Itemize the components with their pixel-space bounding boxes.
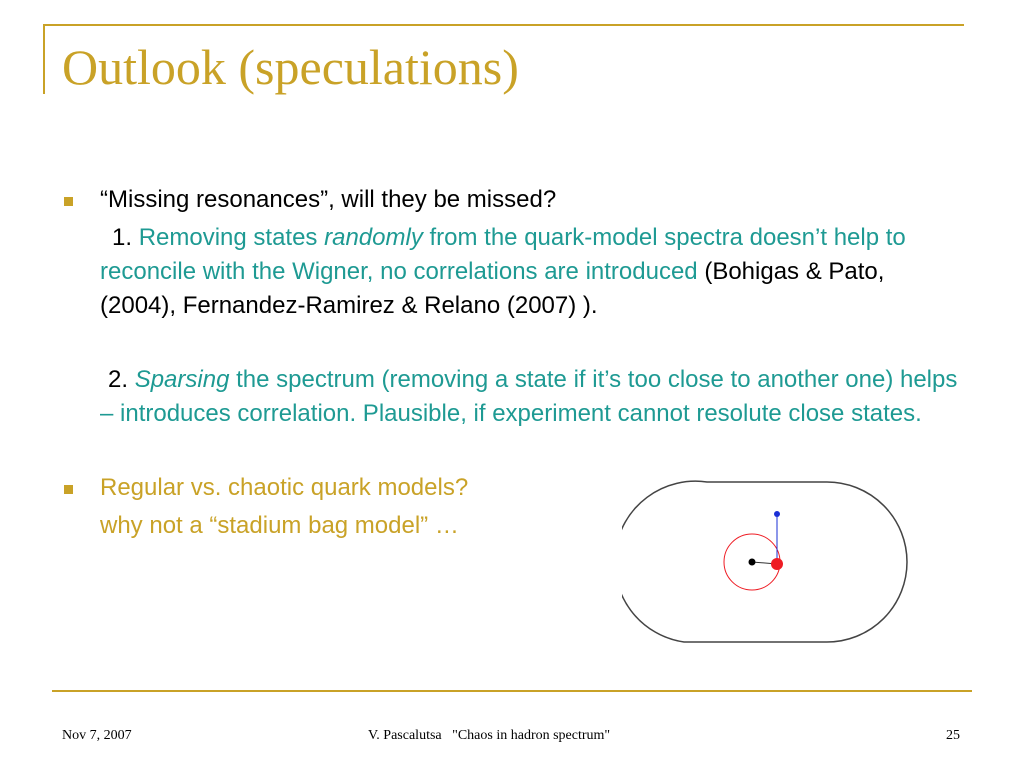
item-sparsing (62, 363, 962, 431)
footer-author-talk (368, 728, 610, 744)
square-bullet-icon (64, 485, 73, 494)
stadium-outline (622, 481, 907, 642)
item-removing-states (62, 221, 962, 323)
bullet-text: “Missing resonances”, will they be missed? (100, 186, 557, 213)
black-dot-icon (749, 559, 756, 566)
item-post: from the quark-model spectra doesn’t help to reconcile with the Wigner, no correlations are introduced (100, 224, 906, 285)
item-reference: (Bohigas & Pato, (2004), Fernandez-Ramirez & Relano (2007) ). (100, 258, 885, 319)
sub-stadium-bag: why not a “stadium bag model” … (100, 512, 459, 539)
item-emphasis: Sparsing (134, 366, 230, 393)
footer-date: Nov 7, 2007 (62, 728, 132, 743)
item-number: 1. (112, 224, 133, 251)
item-emphasis: randomly (324, 224, 423, 251)
footer-talk: "Chaos in hadron spectrum" (452, 728, 611, 743)
item-post: the spectrum (removing a state if it’s too close to another one) helps – introduces correlation. Plausible, if experiment cannot resolute close states. (100, 366, 958, 427)
bullet-text: Regular vs. chaotic quark models? (100, 474, 469, 501)
red-dot-icon (771, 558, 783, 570)
title-frame-top (43, 24, 964, 26)
item-number: 2. (108, 366, 129, 393)
blue-dot-icon (774, 511, 780, 517)
bullet-missing-resonances (62, 183, 962, 217)
title-frame-left (43, 24, 45, 94)
footer-page-number: 25 (946, 728, 960, 743)
square-bullet-icon (64, 197, 73, 206)
stadium-bag-diagram (622, 476, 912, 648)
footer-divider (52, 690, 972, 692)
item-pre: Removing states (138, 224, 318, 251)
slide-title: Outlook (speculations) (62, 39, 519, 95)
footer-author: V. Pascalutsa (368, 728, 442, 743)
